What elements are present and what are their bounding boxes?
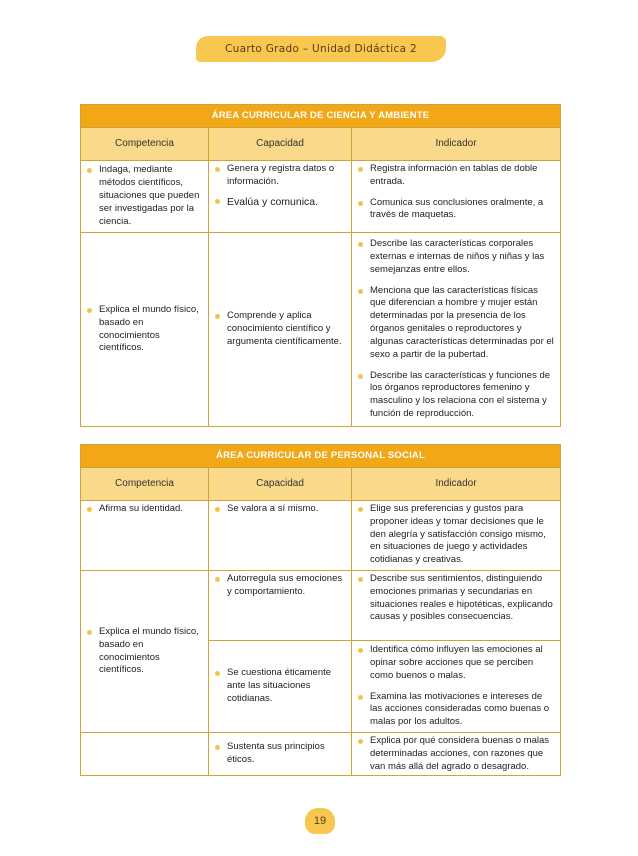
header-indicador: Indicador xyxy=(352,128,561,161)
capacidad-cell xyxy=(209,733,352,776)
personal-social-table xyxy=(80,444,561,776)
competencia-cell-empty xyxy=(81,733,209,776)
table-header-row xyxy=(81,468,561,501)
header-title: Cuarto Grado – Unidad Didáctica 2 xyxy=(225,43,417,55)
table-row xyxy=(81,501,561,571)
table-row xyxy=(81,571,561,641)
bullet-icon xyxy=(358,242,363,247)
indicador-text: Describe las características corporales externas e internas de niños y niñas y las semejanzas entre ellos. xyxy=(370,238,545,275)
capacidad-text: Se cuestiona éticamente ante las situaciones cotidianas. xyxy=(227,667,332,704)
indicador-text: Elige sus preferencias y gustos para proponer ideas y tomar decisiones que le den alegría y satisfacción consigo mismo, en situaciones de juego y actividades cotidianas y creativas. xyxy=(370,503,546,566)
bullet-icon xyxy=(215,199,220,204)
competencia-text: Afirma su identidad. xyxy=(99,503,183,514)
competencia-cell xyxy=(81,501,209,571)
competencia-cell xyxy=(81,571,209,733)
bullet-icon xyxy=(215,671,220,676)
capacidad-text: Sustenta sus principios éticos. xyxy=(227,741,325,766)
table-row xyxy=(81,161,561,233)
indicador-cell xyxy=(352,501,561,571)
capacidad-text: Genera y registra datos o información. xyxy=(227,163,335,187)
table-header-row xyxy=(81,128,561,161)
indicador-text: Registra información en tablas de doble entrada. xyxy=(370,163,538,187)
header-competencia: Competencia xyxy=(81,468,209,501)
bullet-icon xyxy=(87,630,92,635)
capacidad-text: Se valora a sí mismo. xyxy=(227,503,319,514)
bullet-icon xyxy=(215,745,220,750)
header-indicador: Indicador xyxy=(352,468,561,501)
indicador-text: Describe las características y funciones de los órganos reproductores femenino y masculino y los relaciona con el sistema y función de reproducción. xyxy=(370,369,551,419)
indicador-text: Identifica cómo influyen las emociones al opinar sobre acciones que se perciben como buenos o malas. xyxy=(370,644,543,681)
indicador-text: Examina las motivaciones e intereses de las acciones consideradas como buenas o malas por los adultos. xyxy=(370,690,550,728)
indicador-cell xyxy=(352,733,561,776)
competencia-text: Explica el mundo físico, basado en conocimientos científicos. xyxy=(99,625,199,676)
bullet-icon xyxy=(87,308,92,313)
table-title-row xyxy=(81,445,561,468)
table-row xyxy=(81,733,561,776)
bullet-icon xyxy=(358,577,363,582)
ciencia-ambiente-table xyxy=(80,104,561,427)
bullet-icon xyxy=(215,507,220,512)
competencia-text: Explica el mundo físico, basado en conocimientos científicos. xyxy=(99,303,199,354)
capacidad-cell xyxy=(209,641,352,733)
indicador-cell xyxy=(352,161,561,233)
indicador-text: Explica por qué considera buenas o malas determinadas acciones, con razones que van más allá del agrado o desagrado. xyxy=(370,735,550,772)
bullet-icon xyxy=(358,648,363,653)
bullet-icon xyxy=(358,201,363,206)
bullet-icon xyxy=(215,314,220,319)
indicador-text: Comunica sus conclusiones oralmente, a través de maquetas. xyxy=(370,196,544,221)
indicador-cell xyxy=(352,233,561,427)
header-capacidad: Capacidad xyxy=(209,468,352,501)
bullet-icon xyxy=(358,507,363,512)
competencia-text: Indaga, mediante métodos científicos, situaciones que pueden ser investigadas por la ciencia. xyxy=(99,164,200,227)
table-title: ÁREA CURRICULAR DE CIENCIA Y AMBIENTE xyxy=(81,105,561,128)
competencia-cell xyxy=(81,233,209,427)
table-title-row xyxy=(81,105,561,128)
page-number: 19 xyxy=(313,815,327,827)
capacidad-text: Evalúa y comunica. xyxy=(227,195,319,208)
bullet-icon xyxy=(358,739,363,744)
bullet-icon xyxy=(358,695,363,700)
indicador-text: Menciona que las características físicas que diferencian a hombre y mujer están determinadas por la presencia de los órganos genitales o reproductores y algunas características determinadas por el sexo a partir de la pubertad. xyxy=(370,284,554,360)
indicador-text: Describe sus sentimientos, distinguiendo emociones primarias y secundarias en situaciones reales e hipotéticas, explicando causas y posibles consecuencias. xyxy=(370,573,553,623)
header-competencia: Competencia xyxy=(81,128,209,161)
header-capacidad: Capacidad xyxy=(209,128,352,161)
competencia-cell xyxy=(81,161,209,233)
capacidad-text: Autorregula sus emociones y comportamiento. xyxy=(227,573,343,597)
capacidad-cell xyxy=(209,571,352,641)
bullet-icon xyxy=(358,289,363,294)
capacidad-text: Comprende y aplica conocimiento científico y argumenta científicamente. xyxy=(227,310,342,347)
capacidad-cell xyxy=(209,233,352,427)
table-row xyxy=(81,233,561,427)
capacidad-cell xyxy=(209,161,352,233)
bullet-icon xyxy=(215,167,220,172)
table-title: ÁREA CURRICULAR DE PERSONAL SOCIAL xyxy=(81,445,561,468)
header-banner xyxy=(196,36,446,62)
indicador-cell xyxy=(352,641,561,733)
bullet-icon xyxy=(358,374,363,379)
bullet-icon xyxy=(87,507,92,512)
bullet-icon xyxy=(358,167,363,172)
page-number-badge xyxy=(305,808,335,834)
bullet-icon xyxy=(87,168,92,173)
capacidad-cell xyxy=(209,501,352,571)
indicador-cell xyxy=(352,571,561,641)
bullet-icon xyxy=(215,577,220,582)
